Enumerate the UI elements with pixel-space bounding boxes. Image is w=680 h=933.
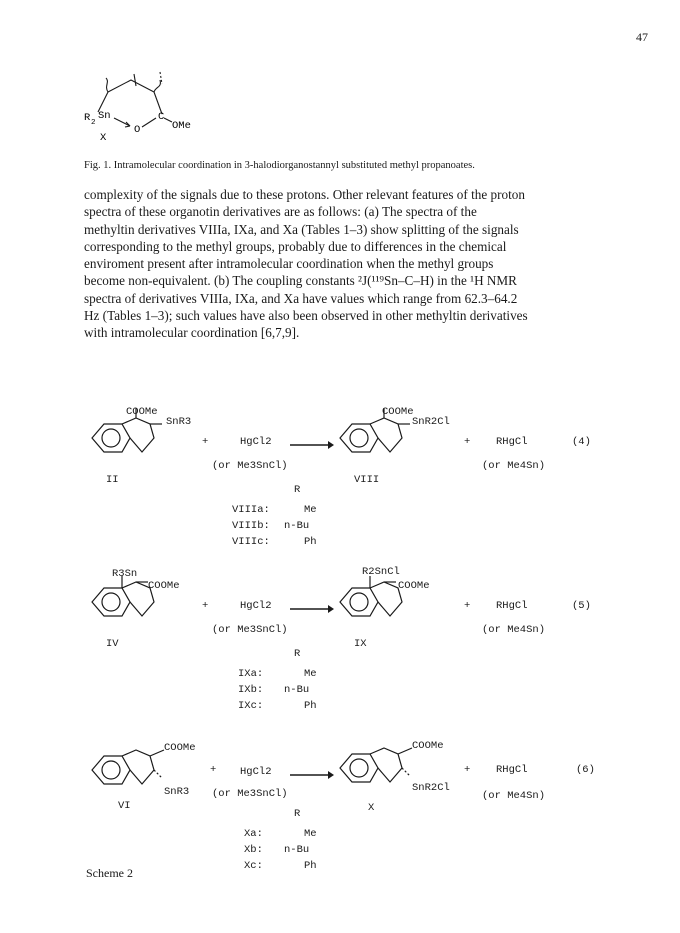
variant-label: VIIIc:	[232, 536, 270, 548]
scheme-label: Scheme 2	[86, 866, 133, 880]
variant-r: Ph	[304, 700, 317, 712]
tetralin-ring-product	[340, 746, 450, 806]
cooMe-4a: COOMe	[126, 406, 158, 418]
label-IV: IV	[106, 638, 119, 650]
label-VI: VI	[118, 800, 131, 812]
cooMe-4b: COOMe	[382, 406, 414, 418]
fig1-c-label: C	[158, 111, 165, 123]
para-line: with intramolecular coordination [6,7,9].	[84, 325, 300, 341]
byproduct-4: RHgCl	[496, 436, 528, 448]
cooMe-5b: COOMe	[398, 580, 430, 592]
variant-r: Me	[304, 668, 317, 680]
variant-label: IXa:	[238, 668, 264, 680]
reagent-alt-4: (or Me3SnCl)	[212, 460, 288, 472]
reaction-4: COOMe SnR3 II + HgCl2 (or Me3SnCl) COOMe SnR2Cl VIII + RHgCl (or Me4Sn) (4) R VIIIa: Me VIIIb: n-Bu VIIIc: Ph	[0, 400, 680, 550]
page-number: 47	[636, 30, 648, 44]
reagent-alt-5: (or Me3SnCl)	[212, 624, 288, 636]
sub-6b: SnR2Cl	[412, 782, 450, 794]
variant-r: Me	[304, 828, 317, 840]
reagent-4: HgCl2	[240, 436, 272, 448]
fig1-sn-label: Sn	[98, 110, 111, 122]
variant-r: Ph	[304, 536, 317, 548]
para-line: complexity of the signals due to these protons. Other relevant features of the proton	[84, 187, 525, 202]
fig1-o-label: O	[134, 124, 141, 136]
eq-number-5: (5)	[572, 600, 591, 612]
arrow-4	[290, 440, 334, 450]
variant-label: Xc:	[244, 860, 263, 872]
label-II: II	[106, 474, 119, 486]
tetralin-ring-reactant	[92, 748, 202, 808]
variant-r: n-Bu	[284, 520, 310, 532]
sub-5b: R2SnCl	[362, 566, 400, 578]
byproduct-6: RHgCl	[496, 764, 528, 776]
cooMe-6b: COOMe	[412, 740, 444, 752]
label-IX: IX	[354, 638, 367, 650]
arrow-5	[290, 604, 334, 614]
byproduct-5: RHgCl	[496, 600, 528, 612]
figure1-structure	[76, 70, 206, 150]
para-line: methyltin derivatives VIIIa, IXa, and Xa (Tables 1–3) show splitting of the signals	[84, 221, 519, 237]
reaction-6: COOMe SnR3 VI + HgCl2 (or Me3SnCl) COOMe SnR2Cl X + RHgCl (or Me4Sn) (6) R Xa: Me Xb: n-Bu Xc: Ph	[0, 734, 680, 884]
fig1-r-sub: 2	[91, 119, 96, 127]
figure1-caption: Fig. 1. Intramolecular coordination in 3-halodiorganostannyl substituted methyl propanoates.	[84, 160, 475, 171]
sub-4a: SnR3	[166, 416, 192, 428]
variant-r: Ph	[304, 860, 317, 872]
r-header-4: R	[294, 484, 301, 496]
arrow-6	[290, 770, 334, 780]
variant-label: IXc:	[238, 700, 264, 712]
r-header-6: R	[294, 808, 301, 820]
eq-number-4: (4)	[572, 436, 591, 448]
variant-label: VIIIb:	[232, 520, 270, 532]
byproduct-alt-4: (or Me4Sn)	[482, 460, 546, 472]
para-line: corresponding to the methyl groups, probably due to differences in the chemical	[84, 238, 507, 254]
body-paragraph	[84, 186, 594, 342]
variant-label: Xa:	[244, 828, 263, 840]
sub-5a: R3Sn	[112, 568, 138, 580]
label-VIII: VIII	[354, 474, 380, 486]
variant-r: n-Bu	[284, 684, 310, 696]
para-line: spectra of derivatives VIIIa, IXa, and Xa have values which range from 62.3–64.2	[84, 290, 518, 306]
fig1-ome-label: OMe	[172, 120, 191, 132]
label-X: X	[368, 802, 375, 814]
reagent-5: HgCl2	[240, 600, 272, 612]
sub-6a: SnR3	[164, 786, 190, 798]
para-line: enviroment present after intramolecular coordination when the methyl groups	[84, 256, 494, 272]
variant-label: Xb:	[244, 844, 263, 856]
sub-4b: SnR2Cl	[412, 416, 450, 428]
cooMe-5a: COOMe	[148, 580, 180, 592]
reaction-5: R3Sn COOMe IV + HgCl2 (or Me3SnCl) R2SnCl COOMe IX + RHgCl (or Me4Sn) (5) R IXa: Me IXb: n-Bu IXc: Ph	[0, 562, 680, 712]
fig1-x-label: X	[100, 132, 107, 144]
variant-label: VIIIa:	[232, 504, 270, 516]
byproduct-alt-5: (or Me4Sn)	[482, 624, 546, 636]
para-line: Hz (Tables 1–3); such values have also been observed in other methyltin derivatives	[84, 308, 528, 324]
reagent-6: HgCl2	[240, 766, 272, 778]
para-line: become non-equivalent. (b) The coupling constants ²J(¹¹⁹Sn–C–H) in the ¹H NMR	[84, 273, 517, 289]
byproduct-alt-6: (or Me4Sn)	[482, 790, 546, 802]
reagent-alt-6: (or Me3SnCl)	[212, 788, 288, 800]
variant-r: n-Bu	[284, 844, 310, 856]
r-header-5: R	[294, 648, 301, 660]
variant-label: IXb:	[238, 684, 264, 696]
fig1-r-label: R	[84, 112, 91, 124]
variant-r: Me	[304, 504, 317, 516]
para-line: spectra of these organotin derivatives are as follows: (a) The spectra of the	[84, 204, 477, 220]
eq-number-6: (6)	[576, 764, 595, 776]
cooMe-6a: COOMe	[164, 742, 196, 754]
